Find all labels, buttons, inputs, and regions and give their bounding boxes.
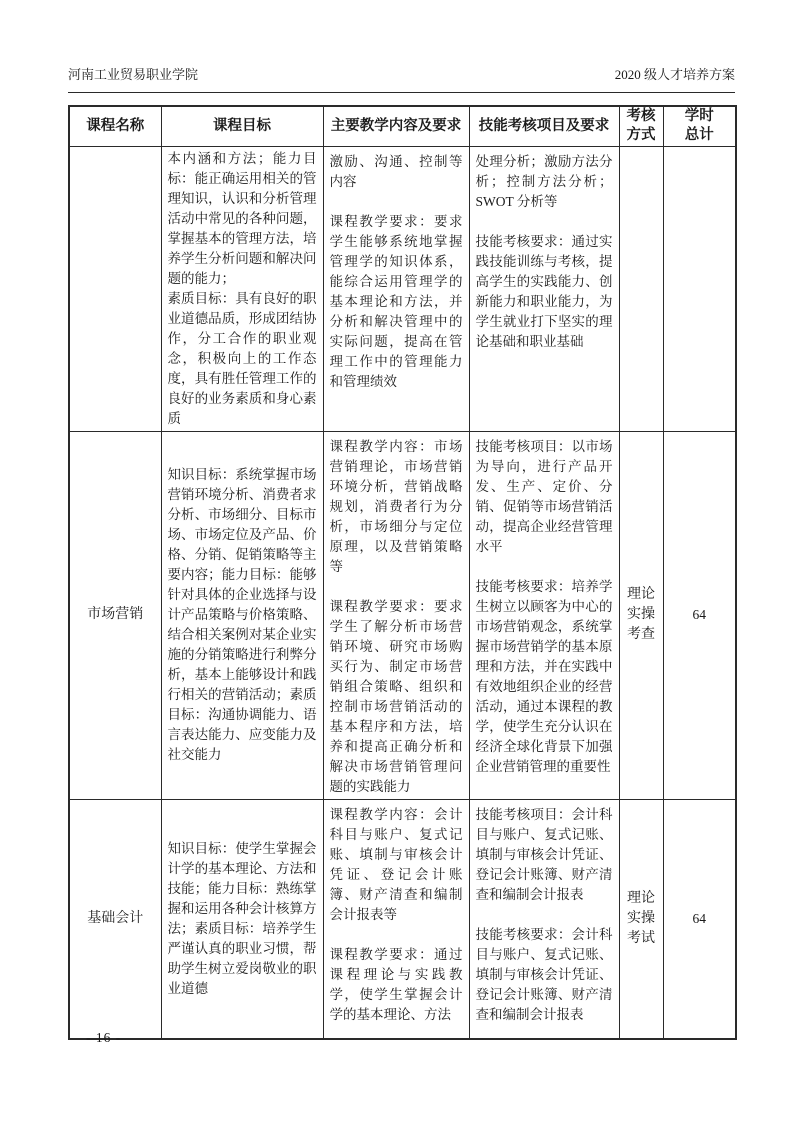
- header-course-objectives: 课程目标: [161, 106, 323, 146]
- cell-skill-assessment: 处理分析；激励方法分析；控制方法分析；SWOT 分析等 技能考核要求：通过实践技能训练与考核，提高学生的实践能力、创新能力和职业能力，为学生就业打下坚实的理论基础和职业基础: [469, 146, 619, 431]
- header-course-name: 课程名称: [69, 106, 161, 146]
- page-content: [68, 64, 735, 1040]
- cell-skill-assessment: 技能考核项目：以市场为导向，进行产品开发、生产、定价、分销、促销等市场营销活动，提高企业经营管理水平 技能考核要求：培养学生树立以顾客为中心的市场营销观念，系统掌握市场营销学的基本原理和方法，并在实践中有效地组织企业的经营活动，通过本课程的教学，使学生充分认识在经济全球化背景下加强企业营销管理的重要性: [469, 431, 619, 799]
- cell-assessment-method: 理论 实操 考试: [619, 799, 663, 1039]
- cell-teaching-content: 课程教学内容：会计科目与账户、复式记账、填制与审核会计凭证、登记会计账簿、财产清查和编制会计报表等 课程教学要求：通过课程理论与实践教学，使学生掌握会计学的基本理论、方法: [323, 799, 469, 1039]
- cell-course-objectives: 知识目标：使学生掌握会计学的基本理论、方法和技能；能力目标：熟练掌握和运用各种会计核算方法；素质目标：培养学生严谨认真的职业习惯，帮助学生树立爱岗敬业的职业道德: [161, 799, 323, 1039]
- plan-title: 2020 级人才培养方案: [614, 67, 735, 82]
- cell-total-hours: 64: [663, 799, 736, 1039]
- cell-course-name: 市场营销: [69, 431, 161, 799]
- header-skill-assessment: 技能考核项目及要求: [469, 106, 619, 146]
- table-row: [69, 146, 736, 431]
- table-row: [69, 431, 736, 799]
- cell-teaching-content: 课程教学内容：市场营销理论，市场营销环境分析，营销战略规划，消费者行为分析，市场细分与定位原理，以及营销策略等 课程教学要求：要求学生了解分析市场营销环境、研究市场购买行为、制定市场营销组合策略、组织和控制市场营销活动的基本程序和方法，培养和提高正确分析和解决市场营销管理问题的实践能力: [323, 431, 469, 799]
- header-assessment-method: 考核 方式: [619, 106, 663, 146]
- cell-assessment-method: [619, 146, 663, 431]
- header-total-hours: 学时 总计: [663, 106, 736, 146]
- cell-teaching-content: 激励、沟通、控制等内容 课程教学要求：要求学生能够系统地掌握管理学的知识体系，能综合运用管理学的基本理论和方法，并分析和解决管理中的实际问题，提高在管理工作中的管理能力和管理绩效: [323, 146, 469, 431]
- cell-course-name: [69, 146, 161, 431]
- cell-skill-assessment: 技能考核项目：会计科目与账户、复式记账、填制与审核会计凭证、登记会计账簿、财产清查和编制会计报表 技能考核要求：会计科目与账户、复式记账、填制与审核会计凭证、登记会计账簿、财产清查和编制会计报表: [469, 799, 619, 1039]
- cell-total-hours: [663, 146, 736, 431]
- page-header: [68, 64, 735, 93]
- school-name: 河南工业贸易职业学院: [68, 67, 199, 82]
- cell-assessment-method: 理论 实操 考查: [619, 431, 663, 799]
- table-header-row: [69, 106, 736, 146]
- cell-course-name: 基础会计: [69, 799, 161, 1039]
- cell-total-hours: 64: [663, 431, 736, 799]
- cell-course-objectives: 知识目标：系统掌握市场营销环境分析、消费者求分析、市场细分、目标市场、市场定位及产品、价格、分销、促销策略等主要内容；能力目标：能够针对具体的企业选择与设计产品策略与价格策略、结合相关案例对某企业实施的分销策略进行利弊分析，基本上能够设计和践行相关的营销活动；素质目标：沟通协调能力、语言表达能力、应变能力及社交能力: [161, 431, 323, 799]
- table-row: [69, 799, 736, 1039]
- course-table: [68, 105, 737, 1040]
- header-teaching-content: 主要教学内容及要求: [323, 106, 469, 146]
- cell-course-objectives: 本内涵和方法；能力目标：能正确运用相关的管理知识，认识和分析管理活动中常见的各种问题，掌握基本的管理方法，培养学生分析问题和解决问题的能力； 素质目标：具有良好的职业道德品质，形成团结协作，分工合作的职业观念，积极向上的工作态度，具有胜任管理工作的良好的业务素质和身心素质: [161, 146, 323, 431]
- page-number: - 16 -: [86, 1030, 122, 1045]
